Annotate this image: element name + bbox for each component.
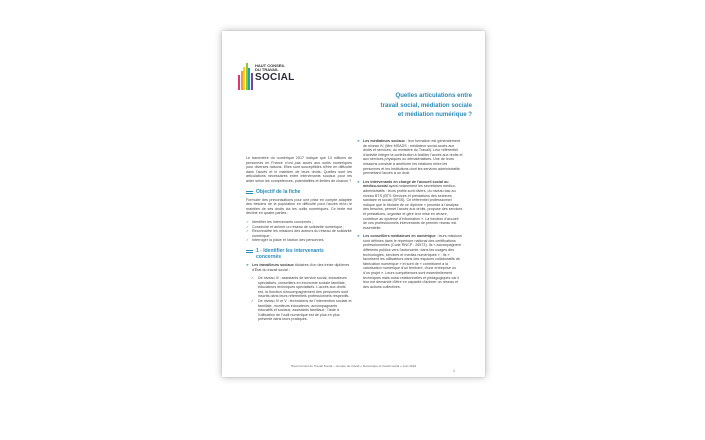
section-heading-line1: 1 - Identifier les intervenants [256, 247, 324, 254]
sub-list-item [246, 299, 352, 322]
heading-rule [246, 191, 253, 192]
logo-line1: HAUT CONSEIL [255, 63, 285, 68]
list-item-text: Construire et animer un réseau de solidarité numérique ; [252, 224, 345, 229]
heading-rule [246, 250, 253, 251]
check-icon: ✓ [246, 219, 249, 224]
objective-paragraph: Formuler des préconisations pour une prise en compte adaptée des besoins de la population en difficulté pour l'accès et/ou le maintien de ses droits via les outils numériques. Ce texte est décliné en quatre parties : [246, 197, 352, 216]
sub-item-text: De niveau IV et V : techniciens de l'intervention sociale et familiale, moniteurs éducateurs, accompagnants éducatifs et sociaux, assistants familiaux ; l'aide à l'utilisation de l'outil numérique est de plus en plus présente dans leurs pratiques. [258, 299, 352, 322]
list-item [246, 229, 352, 238]
sub-list [246, 276, 352, 322]
page-footer: Haut Conseil du Travail Social – Groupe de travail « Numérique et travail social » Juin 2019 [290, 364, 417, 368]
item-heading: Les médiateurs sociaux [363, 139, 405, 143]
document-page [222, 31, 485, 377]
check-icon: ✓ [246, 238, 249, 243]
list-item [357, 180, 463, 231]
list-item-text: Reconnaître les missions des acteurs du réseau de solidarité numérique ; [252, 229, 352, 238]
list-item [357, 234, 463, 289]
arrow-icon: ➤ [357, 234, 360, 239]
objective-list [246, 220, 352, 243]
hcts-logo [238, 63, 298, 93]
item-heading: Les intervenants en charge de l'accueil social ou médico-social [363, 179, 449, 189]
actors-list [246, 263, 352, 272]
item-text: : leurs missions sont définies dans le répertoire national des certifications professionnelles (Code RNCP : 26573). Ils « accompagnent différents publics vers l'autonomie, dans les usages des technologies, services et médias numériques » ; Ils « favorisent les utilisateurs dans des espaces collaboratifs de fabrication numérique » et sont de « contribuent à la valorisation numérique d'un territoire, d'une entreprise ou d'un projet ». Leurs compétences sont essentiellement techniques mais aussi relationnelles et pédagogiques car il leur est demandé d'être en capacité d'animer un réseau et des actions collectives. [363, 234, 462, 289]
list-item-text: Identifier les intervenants concernés ; [252, 219, 314, 224]
list-item [246, 238, 352, 243]
item-text: ayant notamment les secrétaires médico-administratifs : leurs profils sont divers, du niveau bac au niveau BTS (BTS Services et prestations des secteurs sanitaire et social (SP3S). Ce référentiel professionnel indique que le titulaire de ce diplôme « procède à l'analyse des besoins, permet l'accès aux droits, propose des services et prestations, organise et gère leur mise en œuvre, contribue au système d'information ». La fonction d'accueil de ces professionnels intervenants de premier niveau est essentielle. [363, 184, 463, 230]
section-heading-text: Objectif de la fiche [256, 188, 301, 195]
intro-paragraph: Le baromètre du numérique 2017 indique que 13 millions de personnes en France n'ont pas accès aux outils numériques pour diverses raisons. Elles sont susceptibles d'être en difficulté dans l'accès et le maintien de leurs droits. Quelles sont les articulations nécessaires entre intervenants sociaux pour les aider selon les compétences, potentialités et limites de chacun ? [246, 156, 352, 183]
heading-rule [246, 193, 253, 194]
left-column [246, 156, 352, 326]
list-item-text: Interroger la place et l'action des personnes. [252, 238, 325, 243]
actors-list-continued [357, 139, 463, 289]
logo-line3: SOCIAL [255, 72, 295, 83]
sub-item-text: De niveau III : assistants de service social, éducateurs spécialisés, conseillers en économie sociale familiale, éducateurs techniques spécialisés. L'accès aux droits est, la fonction d'accompagnement des personnes sont inscrits dans leurs référentiels professionnels respectifs. [258, 276, 350, 299]
section-heading-line2: concernés [256, 253, 282, 260]
section-heading-objectif [246, 189, 352, 195]
section-heading-identifier [246, 248, 352, 260]
logo-color-bars [238, 63, 254, 90]
arrow-icon: ➤ [246, 262, 249, 267]
check-icon: ✓ [246, 224, 249, 229]
page-number: 1 [453, 369, 455, 373]
right-column [357, 139, 463, 293]
check-icon: ✓ [251, 299, 254, 304]
document-title [318, 91, 472, 120]
list-item [246, 263, 352, 272]
list-item [357, 139, 463, 176]
title-line3: et médiation numérique ? [397, 111, 472, 118]
logo-bar [251, 73, 253, 90]
arrow-icon: ➤ [357, 179, 360, 184]
item-heading: Les conseillers médiateurs en numérique [363, 234, 436, 239]
heading-rule [246, 252, 253, 253]
check-icon: ✓ [251, 276, 254, 281]
title-line2: travail social, médiation sociale [380, 101, 472, 109]
arrow-icon: ➤ [357, 139, 360, 143]
check-icon: ✓ [246, 229, 249, 234]
logo-line2: DU TRAVAIL [255, 67, 279, 73]
item-text: titulaires d'un des treize diplômes d'État du travail social : [252, 262, 350, 272]
item-heading: Les travailleurs sociaux [252, 262, 294, 267]
title-line1: Quelles articulations entre [395, 92, 472, 99]
sub-list-item [246, 276, 352, 299]
item-text: : leur formation est généralement de niveau IV, (titre MSADS : médiateur social accès aux droits et services, du ministère du Travail). Leur référentiel d'activité intègre la contribution à faciliter l'accès aux droits et aux services physiques ou dématérialisés. Une de leurs missions consiste à améliorer les relations entre les personnes et les institutions dont les services administratifs permettant l'accès à un droit. [363, 139, 463, 176]
